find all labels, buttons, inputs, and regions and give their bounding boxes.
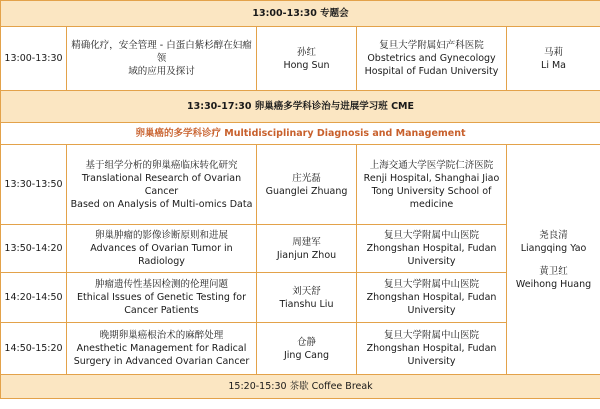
chair-cn: 马莉 [544,46,564,58]
org-line: medicine [409,198,454,210]
org-cell [357,145,507,225]
speaker-cell [257,145,357,225]
chair-en: Liangqing Yao [520,242,587,254]
topic-line: 域的应用及探讨 [128,66,195,77]
topic-line: Anesthetic Management for Radical [76,343,247,354]
speaker-en: Jianjun Zhou [276,249,337,261]
org-line: Tong University School of [371,185,492,197]
org-line: 上海交通大学医学院仁济医院 [369,159,494,171]
org-line: 复旦大学附属中山医院 [383,330,479,341]
speaker-en: Tianshu Liu [279,298,334,310]
org-line: University [407,356,456,367]
org-line: University [407,256,456,267]
org-cell [357,323,507,375]
session-header-2: 13:30-17:30 卵巢癌多学科诊治与进展学习班 CME [1,91,600,123]
topic-line: Based on Analysis of Multi-omics Data [70,198,253,210]
org-line: Zhongshan Hospital, Fudan [366,343,497,354]
topic-cell [67,225,257,273]
topic-line: 晚期卵巢癌根治术的麻醉处理 [99,330,224,341]
speaker-cn: 仓静 [296,336,316,348]
org-line: 复旦大学附属中山医院 [383,279,479,290]
topic-line: Cancer Patients [124,305,199,316]
chair-cell [507,145,600,375]
speaker-cell [257,273,357,323]
speaker-cn: 庄光磊 [292,172,321,184]
time-cell: 14:50-15:20 [1,323,67,375]
topic-line: 精确化疗，安全管理 - 白蛋白紫杉醇在妇瘤领 [71,40,252,64]
org-line: University [407,305,456,316]
topic-cell [67,27,257,91]
speaker-cell [257,323,357,375]
org-cell [357,225,507,273]
time-cell: 14:20-14:50 [1,273,67,323]
speaker-cell [257,27,357,91]
org-line: Zhongshan Hospital, Fudan [366,243,497,254]
time-cell: 13:30-13:50 [1,145,67,225]
sub-header: 卵巢癌的多学科诊疗 Multidisciplinary Diagnosis and Management [1,123,600,145]
session-header-1: 13:00-13:30 专题会 [1,1,600,27]
time-cell: 13:00-13:30 [1,27,67,91]
org-line: 复旦大学附属妇产科医院 [379,40,484,51]
org-line: Renji Hospital, Shanghai Jiao [363,172,500,184]
chair-en: Li Ma [541,59,567,71]
topic-line: Ethical Issues of Genetic Testing for [77,292,246,303]
org-cell [357,273,507,323]
topic-line: 肿瘤遗传性基因检测的伦理问题 [94,279,228,290]
chair-cell [507,27,600,91]
coffee-break-row: 15:20-15:30 茶歇 Coffee Break [1,375,600,399]
topic-line: 卵巢肿瘤的影像诊断原则和进展 [94,230,228,241]
speaker-en: Hong Sun [283,59,330,71]
time-cell: 13:50-14:20 [1,225,67,273]
topic-line: 基于组学分析的卵巢癌临床转化研究 [85,159,238,171]
org-line: Obstetrics and Gynecology [367,53,496,64]
topic-line: Advances of Ovarian Tumor in Radiology [90,243,233,267]
org-line: Zhongshan Hospital, Fudan [366,292,497,303]
topic-cell [67,323,257,375]
org-line: Hospital of Fudan University [364,66,499,77]
org-line: 复旦大学附属中山医院 [383,230,479,241]
topic-line: Surgery in Advanced Ovarian Cancer [73,356,250,367]
chair-en: Weihong Huang [515,278,592,290]
topic-cell [67,145,257,225]
speaker-cell [257,225,357,273]
chair-cn: 黄卫红 [539,265,568,277]
speaker-cn: 周建军 [292,236,321,248]
chair-cn: 尧良清 [539,229,568,241]
speaker-cn: 孙红 [296,46,316,58]
speaker-en: Jing Cang [283,349,330,361]
speaker-cn: 刘天舒 [292,285,321,297]
topic-line: Translational Research of Ovarian Cancer [81,172,242,197]
speaker-en: Guanglei Zhuang [265,185,348,197]
topic-cell [67,273,257,323]
org-cell [357,27,507,91]
